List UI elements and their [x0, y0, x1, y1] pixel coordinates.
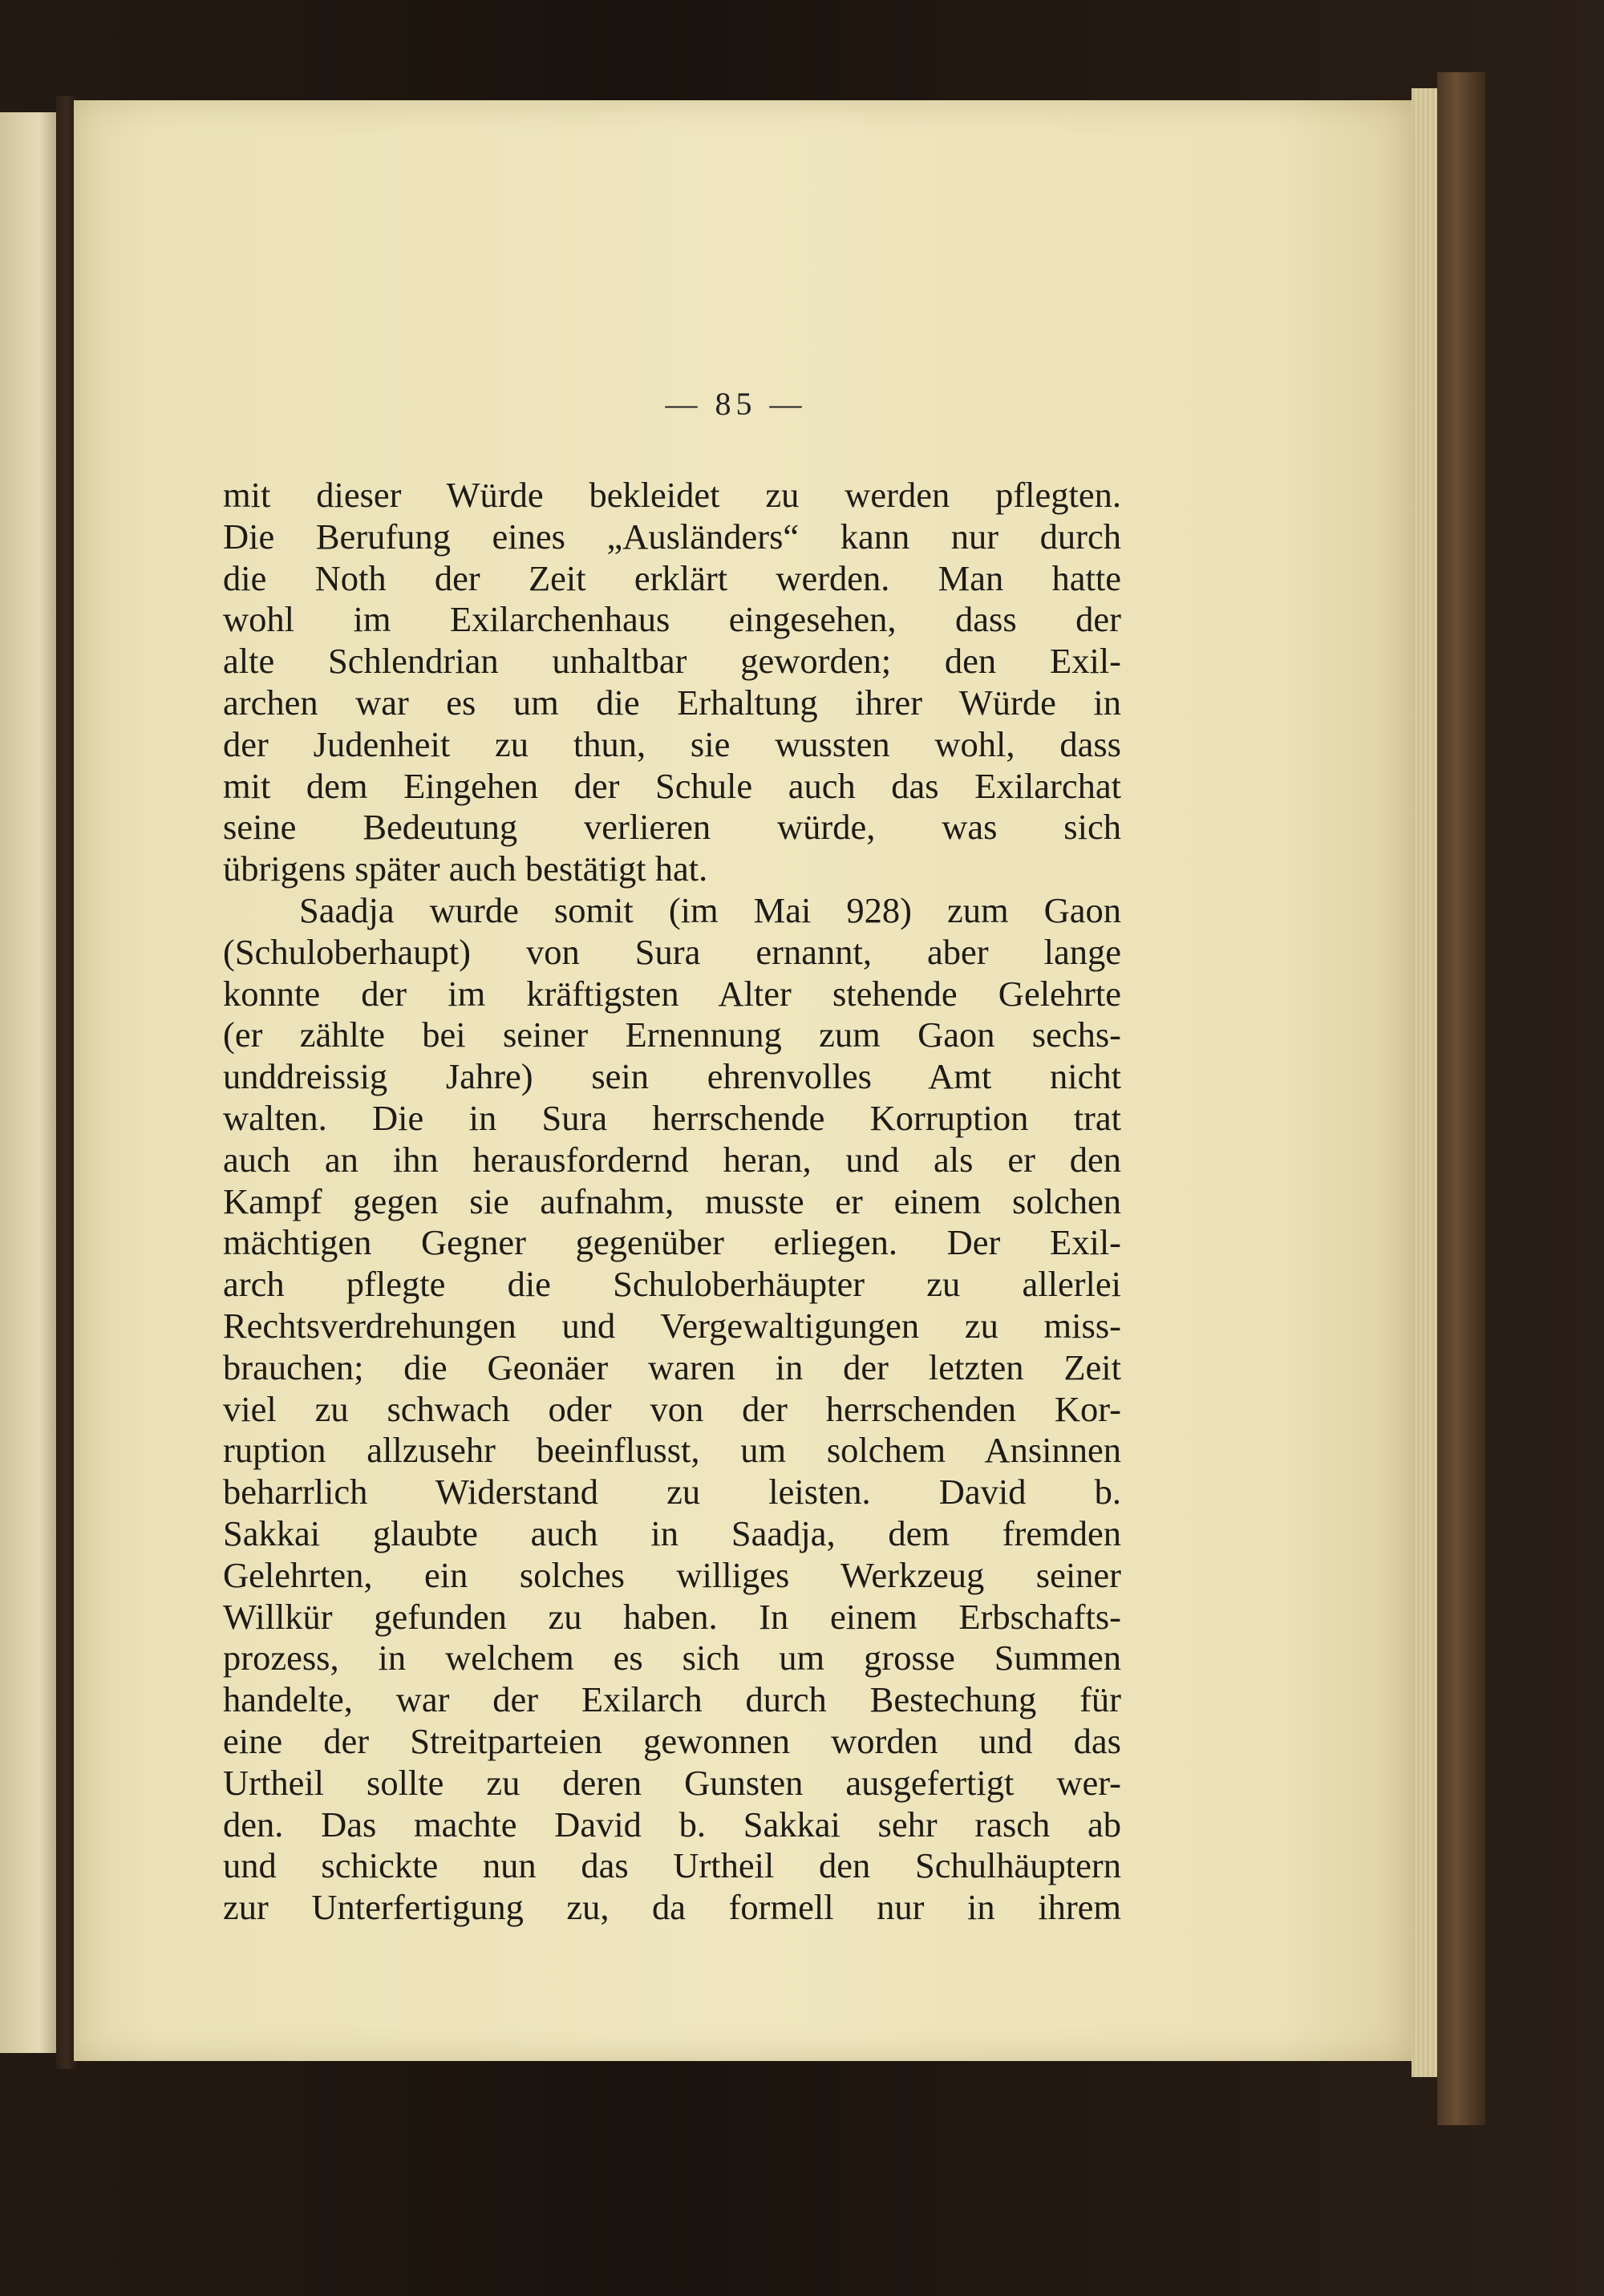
- text-line: seine Bedeutung verlieren würde, was sich: [223, 807, 1121, 848]
- text-line: zur Unterfertigung zu, da formell nur in ihrem: [223, 1887, 1121, 1928]
- page-text: [223, 475, 1121, 1929]
- text-line: alte Schlendrian unhaltbar geworden; den Exil-: [223, 641, 1121, 682]
- text-line: walten. Die in Sura herrschende Korruption trat: [223, 1097, 1121, 1138]
- text-line: archen war es um die Erhaltung ihrer Würde in: [223, 682, 1121, 723]
- book-cover-edge: [1437, 72, 1485, 2125]
- text-line: viel zu schwach oder von der herrschenden Kor-: [223, 1388, 1121, 1429]
- text-line: beharrlich Widerstand zu leisten. David b.: [223, 1472, 1121, 1512]
- text-line: unddreissig Jahre) sein ehrenvolles Amt nicht: [223, 1056, 1121, 1097]
- text-line: übrigens später auch bestätigt hat.: [223, 848, 708, 889]
- text-line: eine der Streitparteien gewonnen worden und das: [223, 1720, 1121, 1761]
- text-line: die Noth der Zeit erklärt werden. Man hatte: [223, 557, 1121, 598]
- text-line: Willkür gefunden zu haben. In einem Erbschafts-: [223, 1596, 1121, 1637]
- text-line: Rechtsverdrehungen und Vergewaltigungen zu miss-: [223, 1305, 1121, 1346]
- text-line: Die Berufung eines „Ausländers“ kann nur durch: [223, 516, 1121, 557]
- text-line: mit dieser Würde bekleidet zu werden pflegten.: [223, 475, 1121, 515]
- text-line: der Judenheit zu thun, sie wussten wohl, dass: [223, 723, 1121, 764]
- text-line: Urtheil sollte zu deren Gunsten ausgefertigt wer-: [223, 1762, 1121, 1803]
- text-line: brauchen; die Geonäer waren in der letzten Zeit: [223, 1346, 1121, 1387]
- text-line: mit dem Eingehen der Schule auch das Exilarchat: [223, 765, 1121, 806]
- text-line: auch an ihn herausfordernd heran, und als er den: [223, 1139, 1121, 1180]
- text-line: konnte der im kräftigsten Alter stehende Gelehrte: [223, 973, 1121, 1014]
- text-line: handelte, war der Exilarch durch Bestechung für: [223, 1679, 1121, 1720]
- text-line: prozess, in welchem es sich um grosse Summen: [223, 1638, 1121, 1678]
- text-line: mächtigen Gegner gegenüber erliegen. Der Exil-: [223, 1222, 1121, 1263]
- text-line: den. Das machte David b. Sakkai sehr rasch ab: [223, 1804, 1121, 1844]
- text-line: Gelehrten, ein solches williges Werkzeug seiner: [223, 1554, 1121, 1595]
- page-number: — 85 —: [665, 386, 807, 422]
- text-line: (er zählte bei seiner Ernennung zum Gaon sechs-: [223, 1014, 1121, 1055]
- text-line: Sakkai glaubte auch in Saadja, dem fremden: [223, 1512, 1121, 1553]
- text-line: Kampf gegen sie aufnahm, musste er einem solchen: [223, 1180, 1121, 1221]
- text-line: ruption allzusehr beeinflusst, um solchem Ansinnen: [223, 1430, 1121, 1471]
- text-line: arch pflegte die Schuloberhäupter zu allerlei: [223, 1264, 1121, 1305]
- text-line: Saadja wurde somit (im Mai 928) zum Gaon: [299, 889, 1121, 930]
- text-line: wohl im Exilarchenhaus eingesehen, dass der: [223, 599, 1121, 640]
- text-line: (Schuloberhaupt) von Sura ernannt, aber lange: [223, 931, 1121, 972]
- text-line: und schickte nun das Urtheil den Schulhäuptern: [223, 1845, 1121, 1886]
